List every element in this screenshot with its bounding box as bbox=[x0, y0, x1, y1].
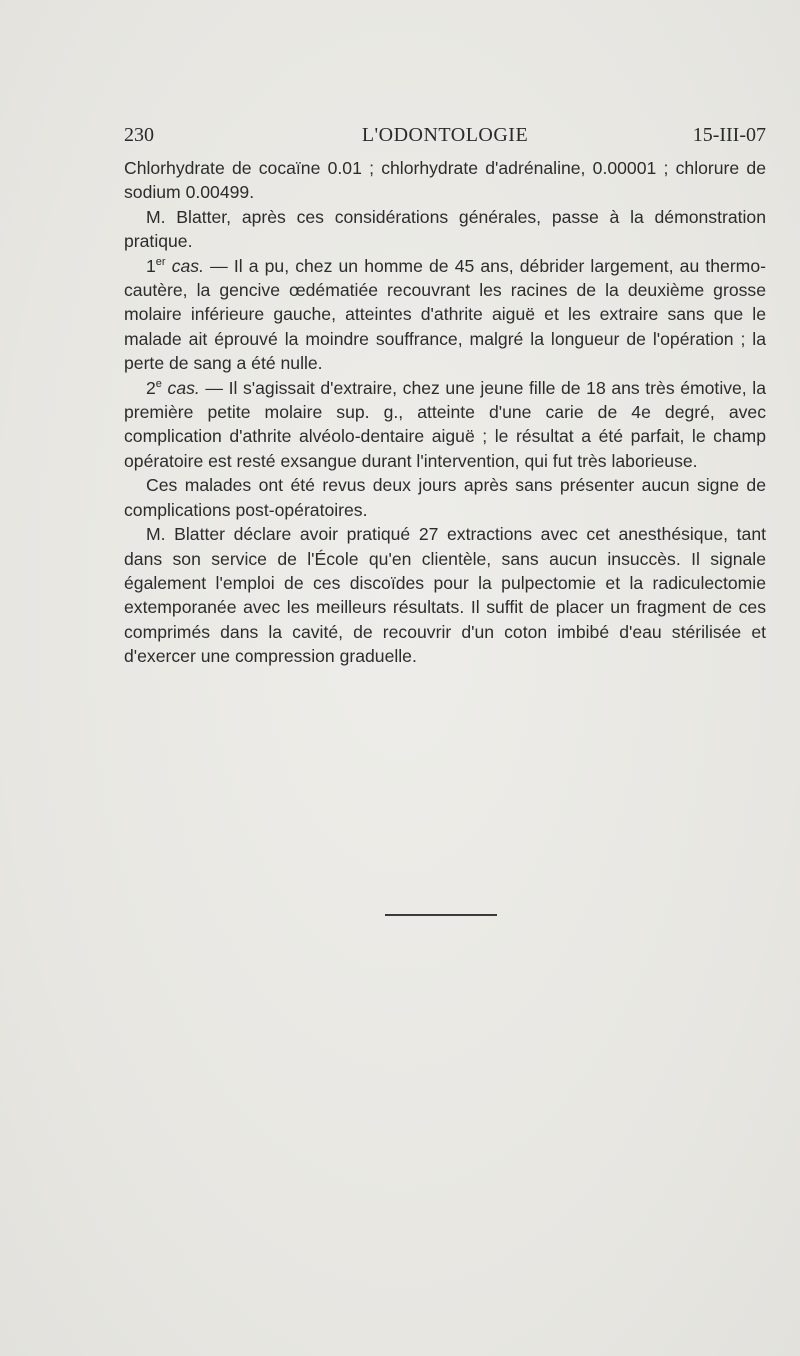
article-body bbox=[124, 156, 766, 669]
case-label: cas. bbox=[167, 377, 200, 398]
section-divider-rule bbox=[385, 914, 497, 916]
case-label: cas. bbox=[171, 255, 204, 276]
issue-date: 15-III-07 bbox=[692, 124, 766, 146]
case-text: — Il s'agissait d'extraire, chez une jeune fille de 18 ans très émotive, la première petite molaire sup. g., atteinte d'une carie de 4e degré, avec complication d'athrite alvéolo-dentaire aiguë ; le résultat a été parfait, le champ opératoire est resté exsangue durant l'intervention, qui fut très laborieuse. bbox=[124, 377, 766, 471]
running-header bbox=[124, 124, 766, 154]
case-paragraph bbox=[124, 254, 766, 376]
paragraph: Ces malades ont été revus deux jours après sans présenter aucun signe de complications post-opératoires. bbox=[124, 475, 766, 520]
journal-title: L'ODONTOLOGIE bbox=[361, 124, 529, 146]
case-paragraph bbox=[124, 376, 766, 474]
case-text: — Il a pu, chez un homme de 45 ans, débrider largement, au thermo-cautère, la gencive œdématiée recouvrant les racines de la deuxième grosse molaire inférieure gauche, atteintes d'athrite aiguë et les extraire sans que le malade ait éprouvé la moindre souffrance, malgré la longueur de l'opération ; la perte de sang a été nulle. bbox=[124, 255, 766, 374]
paragraph: Chlorhydrate de cocaïne 0.01 ; chlorhydrate d'adrénaline, 0.00001 ; chlorure de sodium 0.00499. bbox=[124, 158, 766, 203]
case-ordinal: 1 bbox=[146, 255, 156, 276]
paragraph: M. Blatter, après ces considérations générales, passe à la démonstration pratique. bbox=[124, 206, 766, 252]
paragraph: M. Blatter déclare avoir pratiqué 27 extractions avec cet anesthésique, tant dans son service de l'École qu'en clientèle, sans aucun insuccès. Il signale également l'emploi de ces discoïdes pour la pulpectomie et la radiculectomie extemporanée avec les meilleurs résultats. Il suffit de placer un fragment de ces comprimés dans la cavité, de recouvrir d'un coton imbibé d'eau stérilisée et d'exercer une compression graduelle. bbox=[124, 524, 766, 667]
case-ordinal: 2 bbox=[146, 377, 156, 398]
case-ordinal-suffix: er bbox=[155, 255, 166, 268]
case-ordinal-suffix: e bbox=[155, 377, 162, 390]
page-number: 230 bbox=[124, 124, 154, 146]
